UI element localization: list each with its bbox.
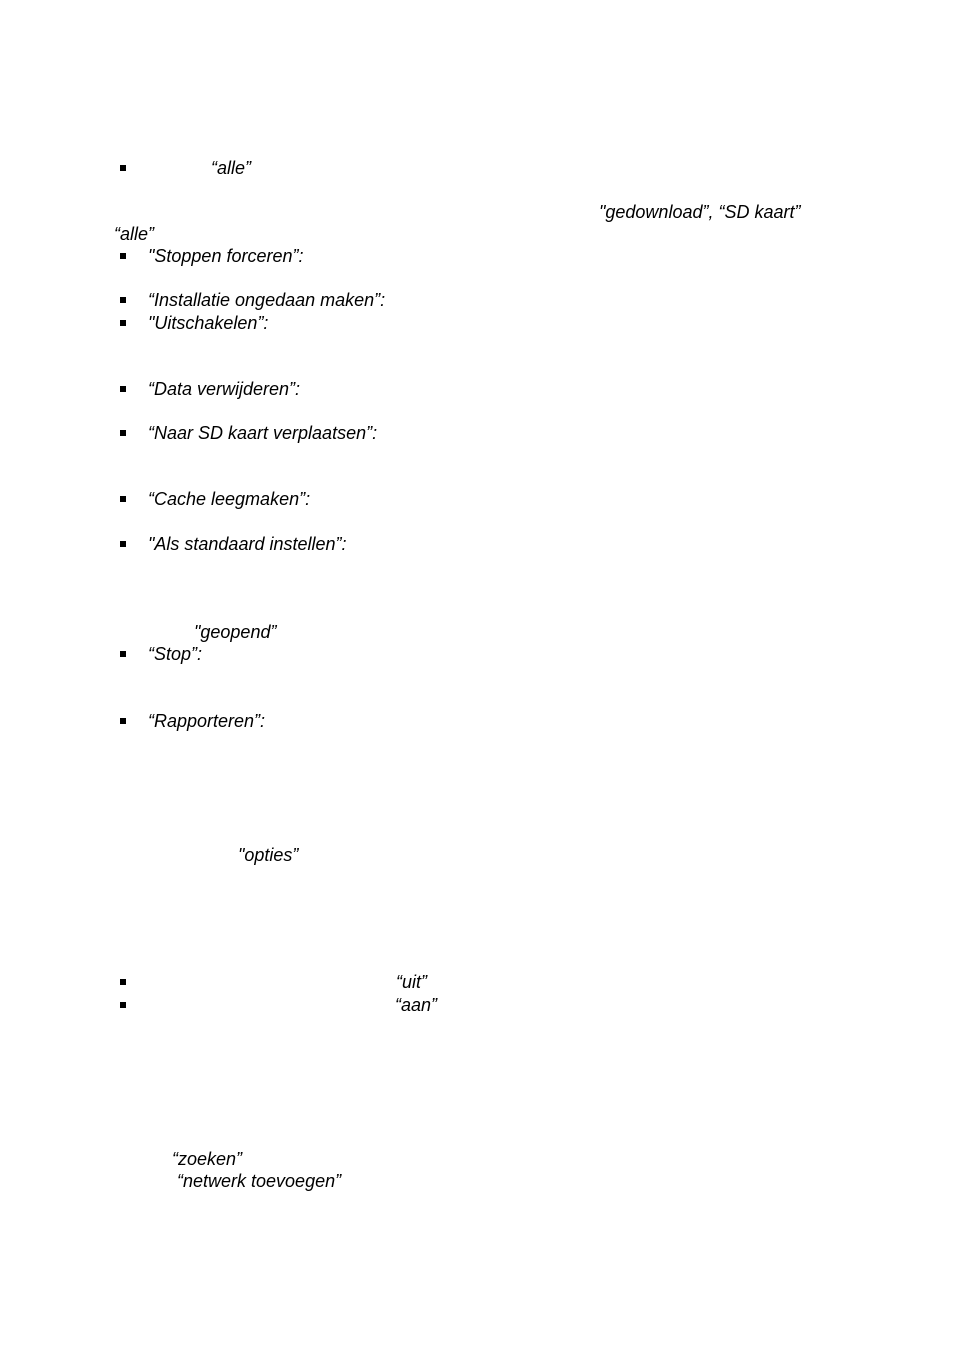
quoted-term-uit: “uit” — [396, 972, 427, 992]
quoted-term-geopend: "geopend” — [194, 622, 277, 642]
bullet-marker — [120, 165, 126, 171]
bullet-marker — [120, 297, 126, 303]
list-item-cache-leegmaken: “Cache leegmaken”: — [148, 489, 311, 509]
quoted-term-zoeken: “zoeken” — [172, 1149, 243, 1169]
bullet-marker — [120, 1002, 126, 1008]
list-item-uitschakelen: "Uitschakelen”: — [148, 313, 269, 333]
bullet-marker — [120, 541, 126, 547]
list-item-installatie-ongedaan-maken: “Installatie ongedaan maken”: — [148, 290, 386, 310]
quoted-term-alle-2: “alle” — [114, 224, 155, 244]
list-item-als-standaard-instellen: "Als standaard instellen”: — [148, 534, 347, 554]
quoted-term-netwerk-toevoegen: “netwerk toevoegen” — [177, 1171, 342, 1191]
bullet-marker — [120, 718, 126, 724]
list-item-data-verwijderen: “Data verwijderen”: — [148, 379, 301, 399]
bullet-marker — [120, 386, 126, 392]
bullet-marker — [120, 320, 126, 326]
quoted-term-alle: “alle” — [211, 158, 252, 178]
bullet-marker — [120, 430, 126, 436]
bullet-marker — [120, 651, 126, 657]
bullet-marker — [120, 496, 126, 502]
quoted-term-aan: “aan” — [395, 995, 438, 1015]
bullet-marker — [120, 979, 126, 985]
list-item-stop: “Stop”: — [148, 644, 203, 664]
list-item-rapporteren: “Rapporteren”: — [148, 711, 266, 731]
list-item-stoppen-forceren: "Stoppen forceren”: — [148, 246, 304, 266]
quoted-term-opties: "opties” — [238, 845, 299, 865]
bullet-marker — [120, 253, 126, 259]
quoted-term-gedownload-sd-kaart: "gedownload”, “SD kaart” — [599, 202, 801, 222]
list-item-naar-sd-kaart-verplaatsen: “Naar SD kaart verplaatsen”: — [148, 423, 378, 443]
